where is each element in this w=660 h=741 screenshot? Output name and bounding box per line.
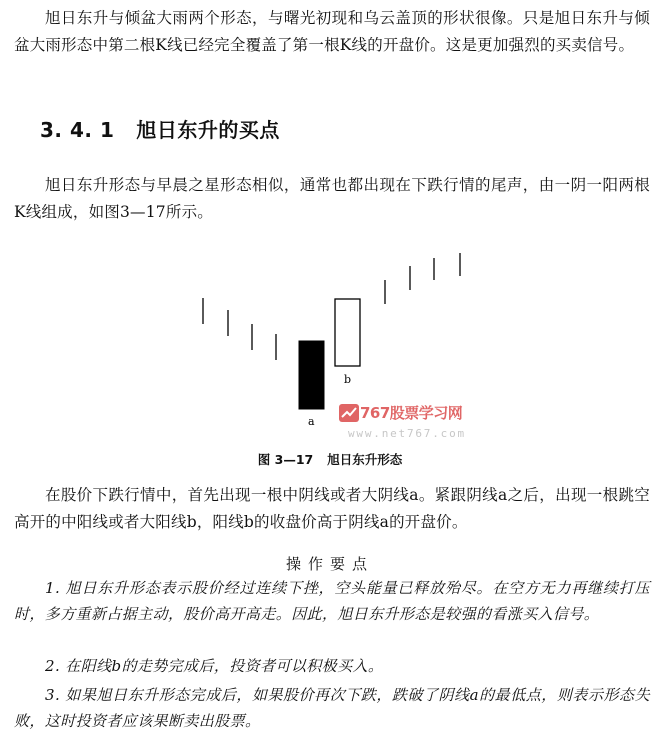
watermark-url: www.net767.com bbox=[348, 427, 466, 440]
figure-caption bbox=[0, 450, 660, 468]
bullish-candle-b bbox=[335, 299, 360, 366]
label-b: b bbox=[344, 373, 352, 386]
operations-title: 操作要点 bbox=[285, 555, 374, 573]
bearish-candle-a bbox=[299, 341, 324, 409]
label-a: a bbox=[308, 415, 315, 428]
figure-number: 图 3—17 bbox=[257, 452, 314, 467]
figure-title: 旭日东升形态 bbox=[327, 452, 403, 467]
watermark bbox=[338, 400, 488, 444]
section-title: 旭日东升的买点 bbox=[136, 118, 280, 142]
section-number: 3. 4. 1 bbox=[40, 118, 115, 142]
operation-item-3: 3. 如果旭日东升形态完成后，如果股价再次下跌，跌破了阴线a的最低点，则表示形态失败，这时投资者应该果断卖出股票。 bbox=[14, 686, 650, 730]
figure-intro-paragraph: 旭日东升形态与早晨之星形态相似，通常也都出现在下跌行情的尾声，由一阴一阳两根K线组成，如图3—17所示。 bbox=[14, 176, 650, 221]
section-heading bbox=[40, 114, 280, 143]
description-paragraph: 在股价下跌行情中，首先出现一根中阴线或者大阴线a。紧跟阴线a之后，出现一根跳空高开的中阳线或者大阳线b，阳线b的收盘价高于阴线a的开盘价。 bbox=[14, 486, 650, 531]
watermark-title: 767股票学习网 bbox=[360, 404, 463, 422]
candlestick-figure bbox=[0, 240, 660, 470]
intro-paragraph: 旭日东升与倾盆大雨两个形态，与曙光初现和乌云盖顶的形状很像。只是旭日东升与倾盆大雨形态中第二根K线已经完全覆盖了第一根K线的开盘价。这是更加强烈的买卖信号。 bbox=[14, 9, 650, 54]
operation-item-1: 1. 旭日东升形态表示股价经过连续下挫，空头能量已释放殆尽。在空方无力再继续打压时，多方重新占据主动，股价高开高走。因此，旭日东升形态是较强的看涨买入信号。 bbox=[14, 579, 650, 623]
candlestick-chart bbox=[0, 240, 660, 470]
operation-item-2: 2. 在阳线b的走势完成后，投资者可以积极买入。 bbox=[45, 657, 384, 675]
chart-arrow-icon bbox=[338, 402, 360, 424]
